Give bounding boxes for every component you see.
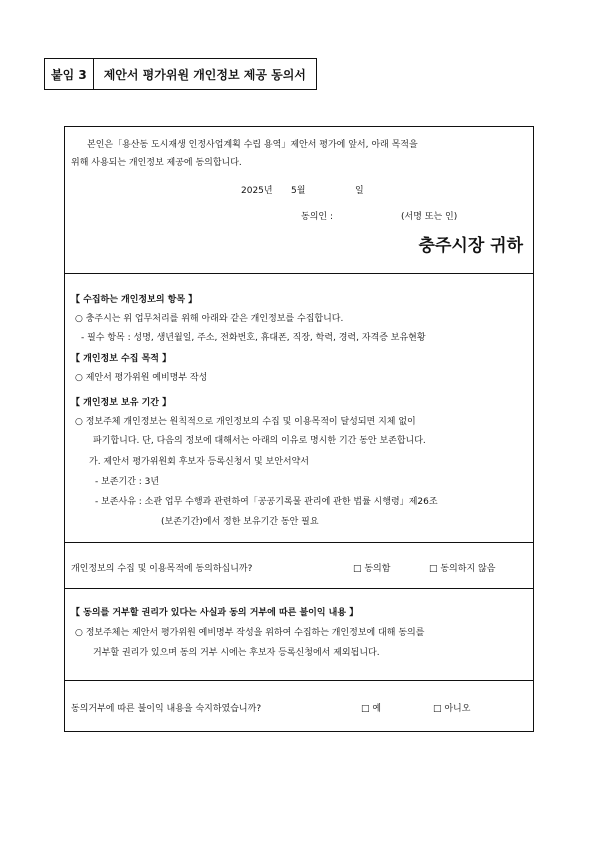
attachment-header: [44, 58, 317, 90]
consent-question-section: [65, 543, 533, 589]
acknowledge-section: [65, 681, 533, 733]
recipient: 충주시장 귀하: [418, 236, 523, 256]
retention-line-1: ○ 정보주체 개인정보는 원칙적으로 개인정보의 수집 및 이용목적이 달성되면 지체 없이: [75, 417, 416, 427]
consent-statement-section: [65, 127, 533, 274]
signer-note: (서명 또는 인): [401, 212, 458, 222]
consent-question: 개인정보의 수집 및 이용목적에 동의하십니까?: [71, 564, 253, 574]
disagree-checkbox[interactable]: □ 동의하지 않음: [429, 564, 496, 574]
collection-line-1: ○ 충주시는 위 업무처리를 위해 아래와 같은 개인정보를 수집합니다.: [75, 314, 344, 324]
date-day: 일: [355, 186, 364, 196]
retention-heading: 【 개인정보 보유 기간 】: [71, 398, 172, 408]
acknowledge-question: 동의거부에 따른 불이익 내용을 숙지하였습니까?: [71, 704, 262, 714]
retention-line-6: (보존기간)에서 정한 보유기간 동안 필요: [161, 517, 319, 527]
refusal-line-1: ○ 정보주체는 제안서 평가위원 예비명부 작성을 위하여 수집하는 개인정보에 대해 동의를: [75, 628, 425, 638]
no-checkbox[interactable]: □ 아니오: [433, 704, 471, 714]
purpose-heading: 【 개인정보 수집 목적 】: [71, 354, 172, 364]
attachment-tag: 붙임 3: [45, 59, 94, 89]
consent-line-1: 본인은「용산동 도시재생 인정사업계획 수립 용역」제안서 평가에 앞서, 아래 목적을: [87, 140, 418, 150]
signer-label: 동의인 :: [301, 212, 333, 222]
retention-line-5: - 보존사유 : 소관 업무 수행과 관련하여「공공기록물 관리에 관한 법률 시행령」제26조: [95, 497, 438, 507]
document-title: 제안서 평가위원 개인정보 제공 동의서: [103, 67, 306, 82]
consent-line-2: 위해 사용되는 개인정보 제공에 동의합니다.: [71, 158, 242, 168]
retention-line-3: 가. 제안서 평가위원회 후보자 등록신청서 및 보안서약서: [89, 457, 309, 467]
privacy-details-section: [65, 274, 533, 543]
refusal-section: [65, 589, 533, 681]
yes-checkbox[interactable]: □ 예: [361, 704, 382, 714]
retention-line-2: 파기합니다. 단, 다음의 정보에 대해서는 아래의 이유로 명시한 기간 동안 보존합니다.: [93, 436, 426, 446]
agree-checkbox[interactable]: □ 동의함: [353, 564, 391, 574]
date-month: 5월: [291, 186, 306, 196]
date-year: 2025년: [241, 186, 273, 196]
refusal-line-2: 거부할 권리가 있으며 동의 거부 시에는 후보자 등록신청에서 제외됩니다.: [93, 648, 380, 658]
collection-line-2: - 필수 항목 : 성명, 생년월일, 주소, 전화번호, 휴대폰, 직장, 학력, 경력, 자격증 보유현황: [81, 333, 426, 343]
retention-line-4: - 보존기간 : 3년: [95, 477, 160, 487]
refusal-heading: 【 동의를 거부할 권리가 있다는 사실과 동의 거부에 따른 불이익 내용 】: [71, 608, 359, 618]
collection-heading: 【 수집하는 개인정보의 항목 】: [71, 295, 198, 305]
consent-form: [64, 126, 534, 732]
purpose-line-1: ○ 제안서 평가위원 예비명부 작성: [75, 373, 208, 383]
